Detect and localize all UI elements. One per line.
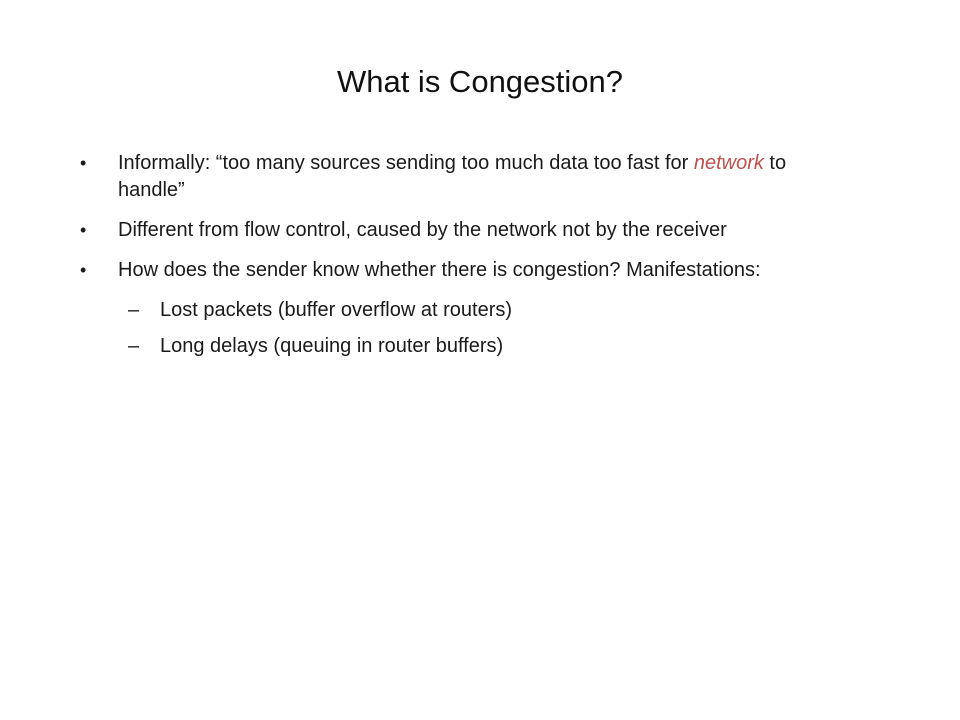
bullet-item-manifestations: [80, 257, 840, 284]
bullet-marker: •: [80, 220, 87, 240]
bullet-item-informally: [80, 150, 840, 204]
sub-bullet-lost-packets: [80, 297, 840, 324]
emphasized-word: network: [693, 152, 764, 174]
slide-title: What is Congestion?: [336, 64, 624, 99]
bullet-text: Different from flow control, caused by the network not by the receiver: [118, 219, 727, 241]
bullet-text-end: to handle”: [118, 152, 787, 201]
sub-bullet-marker: –: [128, 335, 140, 357]
sub-bullet-long-delays: [80, 333, 840, 360]
bullet-text: [118, 152, 786, 201]
sub-bullet-marker: –: [128, 299, 140, 321]
sub-bullet-list: [80, 297, 840, 360]
sub-bullet-text: Long delays (queuing in router buffers): [160, 335, 504, 357]
bullet-list: [80, 150, 840, 369]
sub-bullet-text: Lost packets (buffer overflow at routers): [160, 299, 513, 321]
bullet-text-start: Informally: “too many sources sending too much data too fast for: [118, 152, 694, 174]
bullet-item-flow-control: [80, 217, 840, 244]
bullet-marker: •: [80, 153, 87, 173]
bullet-text: How does the sender know whether there is congestion? Manifestations:: [118, 259, 761, 281]
bullet-marker: •: [80, 260, 87, 280]
